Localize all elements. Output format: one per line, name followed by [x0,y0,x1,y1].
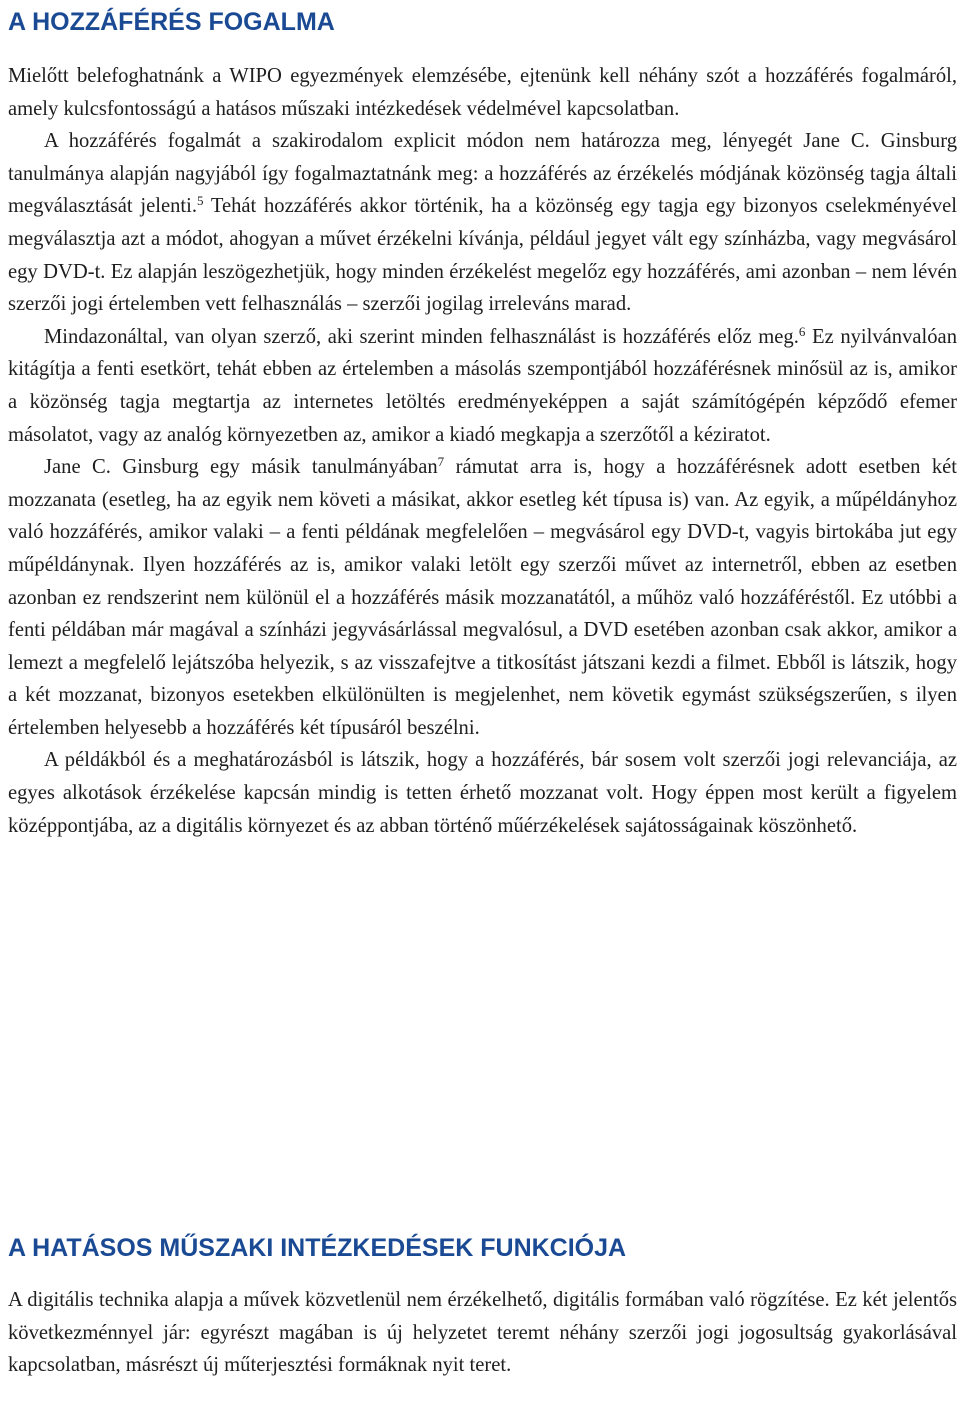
section-title-tpm-function: A HATÁSOS MŰSZAKI INTÉZKEDÉSEK FUNKCIÓJA [8,1234,627,1262]
paragraph [8,125,957,321]
section-title-access-concept: A HOZZÁFÉRÉS FOGALMA [8,8,335,36]
footnote-marker[interactable]: 6 [798,323,806,339]
section-body-access-concept [8,60,957,842]
section-body-tpm-function [8,1284,957,1382]
paragraph [8,451,957,744]
footnote-marker[interactable]: 5 [196,193,204,209]
paragraph-text: A hozzáférés fogalmát a szakirodalom explicit módon nem határozza meg, lényegét Jane C. Ginsburg tanulmánya alapján nagyjából így fogalmaztatnánk meg: a hozzáférés az érzékelés módjának közönség tagja általi megválasztását jelenti. [8,130,957,218]
paragraph-text: Ez nyilvánvalóan kitágítja a fenti esetkört, tehát ebben az értelemben a másolás szempontjából hozzáférésnek minősül az is, amikor a közönség tagja megtartja az internetes letöltés eredményeképpen a saját számítógépén képződő efemer másolatot, vagy az analóg környezetben az, amikor a kiadó megkapja a szerzőtől a kéziratot. [8,325,957,446]
paragraph-text: Mindazonáltal, van olyan szerző, aki szerint minden felhasználást is hozzáférés előz meg. [44,325,799,348]
paragraph: A példákból és a meghatározásból is látszik, hogy a hozzáférés, bár sosem volt szerzői jogi relevanciája, az egyes alkotások érzékelése kapcsán mindig is tetten érhető mozzanat volt. Hogy éppen most került a figyelem középpontjába, az a digitális környezet és az abban történő műérzékelések sajátosságainak köszönhető. [8,749,957,837]
paragraph-text: Jane C. Ginsburg egy másik tanulmányában [44,456,438,479]
paragraph: Mielőtt belefoghatnánk a WIPO egyezmények elemzésébe, ejtenünk kell néhány szót a hozzáférés fogalmáról, amely kulcsfontosságú a hatásos műszaki intézkedések védelmével kapcsolatban. [8,65,957,120]
paragraph-text: rámutat arra is, hogy a hozzáférésnek adott esetben két mozzanata (esetleg, ha az egyik nem követi a másikat, akkor esetleg két típusa is) van. Az egyik, a műpéldányhoz való hozzáférés, amikor valaki – a fenti példának megfelelően – megvásárol egy DVD-t, vagyis birtokába jut egy műpéldánynak. Ilyen hozzáférés az is, amikor valaki letölt egy szerzői művet az internetről, ebben az esetben azonban ez rendszerint nem különül el a hozzáférés másik mozzanatától, a műhöz való hozzáféréstől. Ez utóbbi a fenti példában már magával a színházi jegyvásárlással megvalósul, a DVD esetében azonban csak akkor, amikor a lemezt a megfelelő lejátszóba helyezik, s az visszafejtve a titkosítást játszani kezdi a filmet. Ebből is látszik, hogy a két mozzanat, bizonyos esetekben elkülönülten is megjelenhet, nem követik egymást szükségszerűen, s ilyen értelemben helyesebb a hozzáférés két típusáról beszélni. [8,456,957,739]
paragraph: A digitális technika alapja a művek közvetlenül nem érzékelhető, digitális formában való rögzítése. Ez két jelentős következménnyel jár: egyrészt magában is új helyzetet teremt néhány szerzői jogi jogosultság gyakorlásával kapcsolatban, másrészt új műterjesztési formáknak nyit teret. [8,1289,957,1377]
paragraph-text: Tehát hozzáférés akkor történik, ha a közönség egy tagja egy bizonyos cselekményével megválasztja azt a módot, ahogyan a művet érzékelni kívánja, például jegyet vált egy színházba, vagy megvásárol egy DVD-t. Ez alapján leszögezhetjük, hogy minden érzékelést megelőz egy hozzáférés, ami azonban – nem lévén szerzői jogi értelemben vett felhasználás – szerzői jogilag irreleváns marad. [8,195,957,316]
paragraph [8,321,957,451]
footnote-marker[interactable]: 7 [437,454,445,470]
